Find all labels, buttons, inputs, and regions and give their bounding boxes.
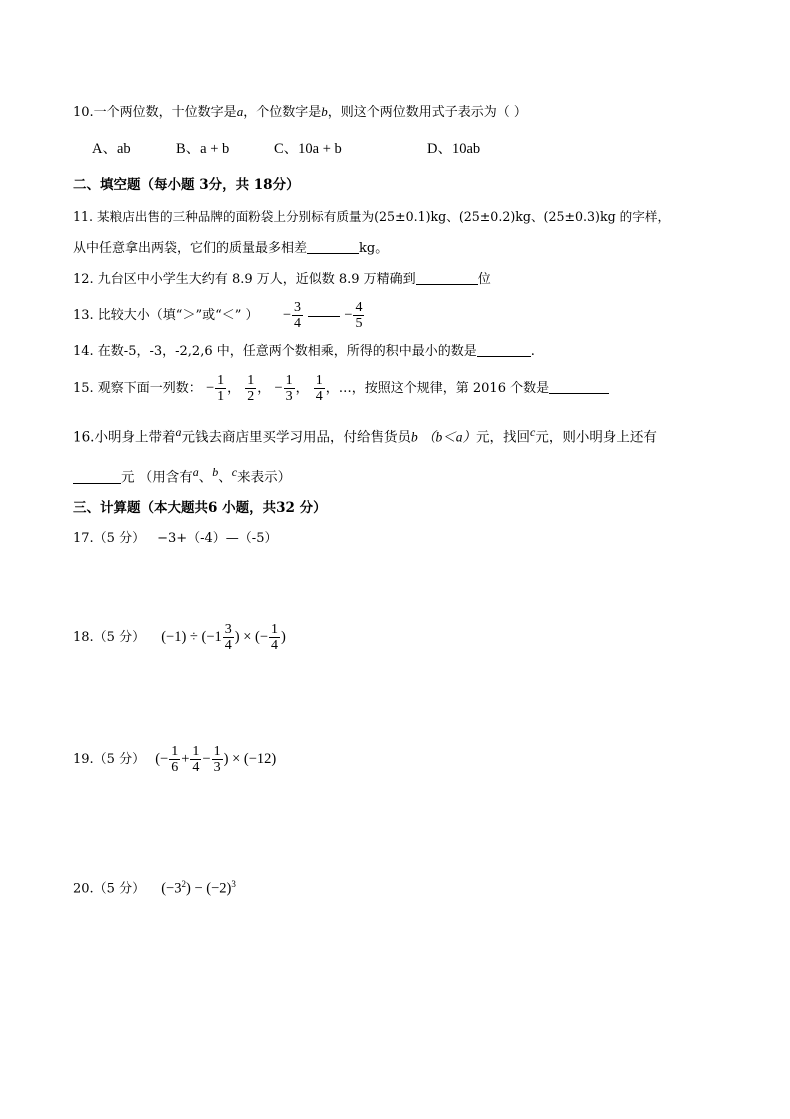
fraction: $\frac{1}{2}$ xyxy=(247,373,255,404)
fraction: $\frac{4}{5}$ xyxy=(355,300,363,331)
question-16-line-1: 16.小明身上带着$^a$元钱去商店里买学习用品，付给售货员b （b＜a）元，找回$^c$元，则小明身上还有 xyxy=(73,425,657,446)
answer-blank[interactable] xyxy=(549,383,609,394)
question-18: 18.（5 分） (−1) ÷ (−1 $\frac{3}{4}$ ) × (− $\frac{1}{4}$ ) xyxy=(73,622,286,653)
fraction: $\frac{3}{4}$ xyxy=(294,300,301,331)
answer-blank[interactable] xyxy=(477,342,531,357)
option-a: A、ab xyxy=(92,141,131,157)
fraction: $\frac{1}{4}$ xyxy=(271,622,279,653)
variable-a: a xyxy=(236,104,244,119)
question-16-line-2: 元 （用含有$^a$、$^b$、$^c$来表示） xyxy=(73,463,291,487)
option-d: D、10ab xyxy=(427,141,481,157)
section-2-title: 二、填空题（每小题 3分，共 18分） xyxy=(73,177,300,193)
question-10-stem: 10.一个两位数，十位数字是a，个位数字是b，则这个两位数用式子表示为（ ） xyxy=(73,104,527,120)
question-17: 17.（5 分） −3+（-4）—（-5） xyxy=(73,531,278,546)
fraction: $\frac{1}{4}$ xyxy=(192,744,200,775)
answer-blank[interactable] xyxy=(416,270,478,285)
answer-blank[interactable] xyxy=(307,239,359,254)
option-b: B、a + b xyxy=(176,141,230,157)
question-13: 13. 比较大小（填“＞”或“＜” ） − $\frac{3}{4}$ − $\frac{4}{5}$ xyxy=(73,300,363,331)
answer-blank[interactable] xyxy=(308,314,340,317)
fraction: $\frac{3}{4}$ xyxy=(224,622,232,653)
fraction: $\frac{1}{4}$ xyxy=(315,373,323,404)
fraction: $\frac{1}{3}$ xyxy=(285,373,293,404)
fraction: $\frac{1}{6}$ xyxy=(171,744,179,775)
answer-blank[interactable] xyxy=(73,469,121,484)
section-3-title: 三、计算题（本大题共6 小题，共32 分） xyxy=(73,500,327,516)
fraction: $\frac{1}{1}$ xyxy=(217,373,225,404)
question-11-line-1: 11. 某粮店出售的三种品牌的面粉袋上分别标有质量为(25±0.1)kg、(25±0.2)kg、(25±0.3)kg 的字样， xyxy=(73,209,671,224)
question-12: 12. 九台区中小学生大约有 8.9 万人，近似数 8.9 万精确到 位 xyxy=(73,272,491,287)
option-c: C、10a + b xyxy=(274,141,342,157)
question-20: 20.（5 分） $(-3^2) - (-2)^3$ xyxy=(73,879,236,897)
question-14: 14. 在数-5，-3，-2,2,6 中，任意两个数相乘，所得的积中最小的数是 . xyxy=(73,344,535,359)
question-19: 19.（5 分） (− $\frac{1}{6}$ + $\frac{1}{4}$ − $\frac{1}{3}$ ) × (−12) xyxy=(73,744,277,775)
question-11-line-2: 从中任意拿出两袋，它们的质量最多相差 kg。 xyxy=(73,241,389,256)
variable-b: b xyxy=(321,104,328,119)
fraction: $\frac{1}{3}$ xyxy=(213,744,221,775)
question-15: 15. 观察下面一列数： − $\frac{1}{1}$ ， $\frac{1}{2}$ ， − $\frac{1}{3}$ ， $\frac{1}{4}$ ，…，按照这个规律，第 2016 个数是 xyxy=(73,370,609,407)
